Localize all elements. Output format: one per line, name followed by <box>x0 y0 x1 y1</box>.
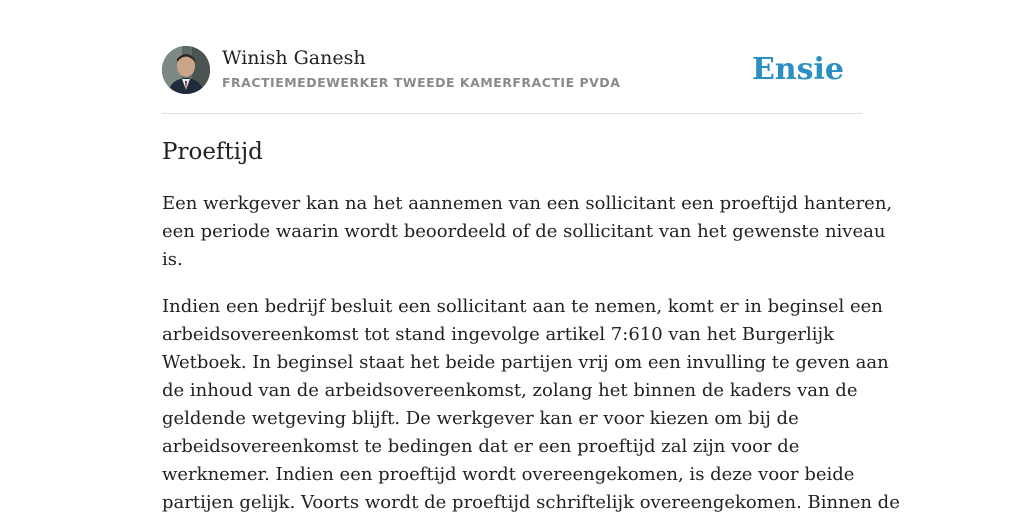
header-divider <box>162 113 862 114</box>
article-body <box>162 190 900 512</box>
paragraph <box>162 293 900 512</box>
text-line: Wetboek. In beginsel staat het beide partijen vrij om een invulling te geven aan <box>162 352 889 373</box>
text-line: Indien een bedrijf besluit een sollicitant aan te nemen, komt er in beginsel een <box>162 296 883 317</box>
author-role: FRACTIEMEDEWERKER TWEEDE KAMERFRACTIE PVDA <box>222 75 621 90</box>
text-line: de inhoud van de arbeidsovereenkomst, zolang het binnen de kaders van de <box>162 380 858 401</box>
text-line: geldende wetgeving blijft. De werkgever kan er voor kiezen om bij de <box>162 408 799 429</box>
text-line: partijen gelijk. Voorts wordt de proeftijd schriftelijk overeengekomen. Binnen de <box>162 492 900 512</box>
paragraph <box>162 190 893 274</box>
text-line: arbeidsovereenkomst te bedingen dat er een proeftijd zal zijn voor de <box>162 436 800 457</box>
text-line: werknemer. Indien een proeftijd wordt overeengekomen, is deze voor beide <box>162 464 855 485</box>
article-title: Proeftijd <box>162 139 263 165</box>
text-line: Een werkgever kan na het aannemen van een sollicitant een proeftijd hanteren, <box>162 193 893 214</box>
text-line: is. <box>162 249 183 270</box>
author-avatar[interactable] <box>162 46 210 94</box>
text-line: arbeidsovereenkomst tot stand ingevolge artikel 7:610 van het Burgerlijk <box>162 324 835 345</box>
text-line: een periode waarin wordt beoordeeld of de sollicitant van het gewenste niveau <box>162 221 886 242</box>
ensie-logo[interactable]: Ensie <box>751 52 844 87</box>
author-name[interactable]: Winish Ganesh <box>222 47 366 69</box>
avatar-portrait-icon <box>162 46 210 94</box>
article-header <box>162 46 862 96</box>
